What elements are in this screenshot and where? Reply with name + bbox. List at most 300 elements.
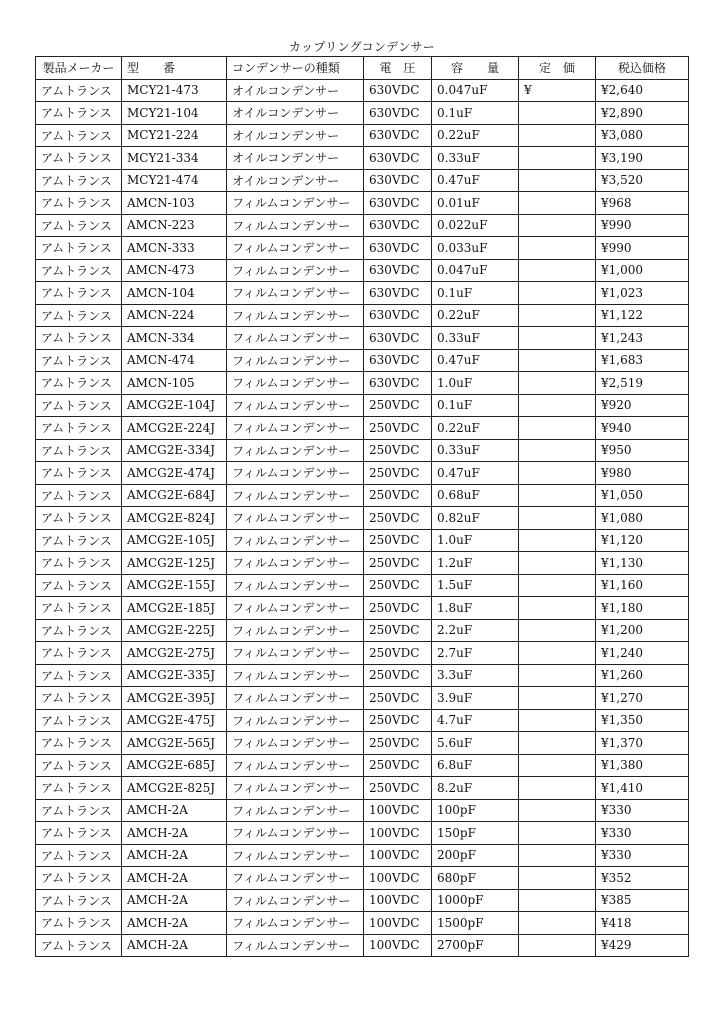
cell-price: ¥330 — [596, 844, 689, 867]
cell-type: オイルコンデンサー — [227, 124, 364, 147]
table-row — [36, 102, 689, 125]
cell-capacitance: 0.047uF — [432, 79, 519, 102]
table-row — [36, 214, 689, 237]
cell-voltage: 630VDC — [364, 304, 432, 327]
cell-model: AMCN-334 — [122, 327, 227, 350]
cell-model: AMCH-2A — [122, 799, 227, 822]
cell-type: フィルムコンデンサー — [227, 462, 364, 485]
cell-price: ¥1,023 — [596, 282, 689, 305]
cell-model: AMCG2E-104J — [122, 394, 227, 417]
cell-type: オイルコンデンサー — [227, 79, 364, 102]
cell-price: ¥1,120 — [596, 529, 689, 552]
cell-voltage: 250VDC — [364, 552, 432, 575]
cell-type: フィルムコンデンサー — [227, 754, 364, 777]
cell-price: ¥1,160 — [596, 574, 689, 597]
cell-list-price — [519, 214, 596, 237]
cell-maker: アムトランス — [36, 597, 122, 620]
cell-type: フィルムコンデンサー — [227, 619, 364, 642]
cell-type: オイルコンデンサー — [227, 169, 364, 192]
cell-model: AMCG2E-685J — [122, 754, 227, 777]
table-row — [36, 237, 689, 260]
cell-model: AMCG2E-825J — [122, 777, 227, 800]
cell-price: ¥2,519 — [596, 372, 689, 395]
cell-maker: アムトランス — [36, 619, 122, 642]
table-row — [36, 552, 689, 575]
cell-list-price — [519, 934, 596, 957]
cell-type: フィルムコンデンサー — [227, 664, 364, 687]
cell-model: AMCG2E-565J — [122, 732, 227, 755]
cell-list-price — [519, 664, 596, 687]
cell-price: ¥1,050 — [596, 484, 689, 507]
cell-maker: アムトランス — [36, 214, 122, 237]
cell-voltage: 100VDC — [364, 867, 432, 890]
cell-voltage: 250VDC — [364, 507, 432, 530]
cell-price: ¥1,380 — [596, 754, 689, 777]
cell-model: AMCH-2A — [122, 889, 227, 912]
cell-price: ¥385 — [596, 889, 689, 912]
cell-maker: アムトランス — [36, 282, 122, 305]
cell-type: フィルムコンデンサー — [227, 507, 364, 530]
table-row — [36, 934, 689, 957]
cell-voltage: 630VDC — [364, 282, 432, 305]
cell-capacitance: 1.8uF — [432, 597, 519, 620]
table-row — [36, 867, 689, 890]
cell-type: フィルムコンデンサー — [227, 439, 364, 462]
cell-type: フィルムコンデンサー — [227, 642, 364, 665]
cell-maker: アムトランス — [36, 124, 122, 147]
cell-voltage: 250VDC — [364, 484, 432, 507]
cell-type: フィルムコンデンサー — [227, 934, 364, 957]
cell-price: ¥1,683 — [596, 349, 689, 372]
cell-model: AMCH-2A — [122, 844, 227, 867]
cell-maker: アムトランス — [36, 79, 122, 102]
table-row — [36, 394, 689, 417]
cell-voltage: 630VDC — [364, 169, 432, 192]
cell-price: ¥330 — [596, 799, 689, 822]
cell-price: ¥920 — [596, 394, 689, 417]
cell-model: AMCG2E-105J — [122, 529, 227, 552]
cell-voltage: 250VDC — [364, 619, 432, 642]
cell-maker: アムトランス — [36, 642, 122, 665]
cell-price: ¥1,350 — [596, 709, 689, 732]
table-row — [36, 484, 689, 507]
cell-type: フィルムコンデンサー — [227, 732, 364, 755]
cell-list-price — [519, 102, 596, 125]
cell-price: ¥1,080 — [596, 507, 689, 530]
cell-maker: アムトランス — [36, 844, 122, 867]
cell-list-price — [519, 709, 596, 732]
cell-list-price — [519, 462, 596, 485]
cell-voltage: 100VDC — [364, 822, 432, 845]
cell-list-price — [519, 529, 596, 552]
cell-type: フィルムコンデンサー — [227, 912, 364, 935]
table-row — [36, 912, 689, 935]
table-row — [36, 597, 689, 620]
cell-price: ¥1,243 — [596, 327, 689, 350]
cell-list-price — [519, 237, 596, 260]
cell-capacitance: 6.8uF — [432, 754, 519, 777]
cell-list-price — [519, 304, 596, 327]
cell-voltage: 630VDC — [364, 102, 432, 125]
cell-maker: アムトランス — [36, 574, 122, 597]
cell-capacitance: 0.33uF — [432, 147, 519, 170]
cell-list-price — [519, 484, 596, 507]
cell-price: ¥990 — [596, 237, 689, 260]
cell-voltage: 250VDC — [364, 597, 432, 620]
cell-voltage: 250VDC — [364, 709, 432, 732]
table-row — [36, 327, 689, 350]
cell-list-price — [519, 822, 596, 845]
cell-voltage: 250VDC — [364, 394, 432, 417]
cell-capacitance: 0.1uF — [432, 282, 519, 305]
cell-price: ¥1,370 — [596, 732, 689, 755]
cell-type: フィルムコンデンサー — [227, 867, 364, 890]
cell-price: ¥1,260 — [596, 664, 689, 687]
cell-maker: アムトランス — [36, 439, 122, 462]
cell-maker: アムトランス — [36, 664, 122, 687]
cell-model: AMCH-2A — [122, 934, 227, 957]
cell-type: フィルムコンデンサー — [227, 597, 364, 620]
cell-model: AMCN-473 — [122, 259, 227, 282]
cell-list-price — [519, 912, 596, 935]
table-row — [36, 822, 689, 845]
cell-list-price — [519, 327, 596, 350]
cell-price: ¥429 — [596, 934, 689, 957]
cell-voltage: 630VDC — [364, 327, 432, 350]
cell-capacitance: 150pF — [432, 822, 519, 845]
cell-voltage: 250VDC — [364, 574, 432, 597]
cell-list-price — [519, 349, 596, 372]
cell-model: AMCG2E-275J — [122, 642, 227, 665]
cell-list-price — [519, 147, 596, 170]
cell-price: ¥1,200 — [596, 619, 689, 642]
cell-voltage: 250VDC — [364, 642, 432, 665]
cell-type: フィルムコンデンサー — [227, 484, 364, 507]
cell-capacitance: 0.22uF — [432, 304, 519, 327]
cell-model: AMCN-105 — [122, 372, 227, 395]
cell-capacitance: 0.1uF — [432, 102, 519, 125]
cell-price: ¥980 — [596, 462, 689, 485]
cell-type: フィルムコンデンサー — [227, 394, 364, 417]
cell-model: AMCG2E-224J — [122, 417, 227, 440]
cell-model: AMCG2E-824J — [122, 507, 227, 530]
cell-voltage: 630VDC — [364, 124, 432, 147]
cell-capacitance: 1500pF — [432, 912, 519, 935]
cell-price: ¥1,000 — [596, 259, 689, 282]
cell-list-price — [519, 507, 596, 530]
table-row — [36, 439, 689, 462]
cell-type: フィルムコンデンサー — [227, 799, 364, 822]
cell-type: フィルムコンデンサー — [227, 687, 364, 710]
cell-model: AMCG2E-334J — [122, 439, 227, 462]
cell-capacitance: 0.1uF — [432, 394, 519, 417]
header-maker: 製品メーカー — [36, 57, 122, 80]
cell-price: ¥1,122 — [596, 304, 689, 327]
cell-price: ¥2,890 — [596, 102, 689, 125]
cell-voltage: 250VDC — [364, 732, 432, 755]
cell-capacitance: 4.7uF — [432, 709, 519, 732]
table-row — [36, 462, 689, 485]
cell-capacitance: 1.5uF — [432, 574, 519, 597]
table-row — [36, 664, 689, 687]
cell-maker: アムトランス — [36, 732, 122, 755]
cell-voltage: 250VDC — [364, 529, 432, 552]
header-capacitance: 容 量 — [432, 57, 519, 80]
cell-model: AMCN-104 — [122, 282, 227, 305]
cell-maker: アムトランス — [36, 822, 122, 845]
cell-voltage: 250VDC — [364, 439, 432, 462]
cell-list-price — [519, 867, 596, 890]
cell-maker: アムトランス — [36, 372, 122, 395]
cell-price: ¥990 — [596, 214, 689, 237]
cell-maker: アムトランス — [36, 484, 122, 507]
cell-maker: アムトランス — [36, 462, 122, 485]
cell-maker: アムトランス — [36, 102, 122, 125]
cell-price: ¥1,410 — [596, 777, 689, 800]
cell-list-price — [519, 619, 596, 642]
cell-capacitance: 0.47uF — [432, 169, 519, 192]
cell-type: フィルムコンデンサー — [227, 304, 364, 327]
cell-type: フィルムコンデンサー — [227, 777, 364, 800]
cell-list-price — [519, 439, 596, 462]
table-row — [36, 79, 689, 102]
cell-capacitance: 0.22uF — [432, 124, 519, 147]
cell-type: フィルムコンデンサー — [227, 282, 364, 305]
table-row — [36, 709, 689, 732]
header-price-tax: 税込価格 — [596, 57, 689, 80]
cell-capacitance: 2.7uF — [432, 642, 519, 665]
cell-capacitance: 2.2uF — [432, 619, 519, 642]
cell-capacitance: 2700pF — [432, 934, 519, 957]
cell-capacitance: 100pF — [432, 799, 519, 822]
cell-model: AMCG2E-155J — [122, 574, 227, 597]
cell-list-price — [519, 192, 596, 215]
cell-maker: アムトランス — [36, 799, 122, 822]
table-row — [36, 687, 689, 710]
table-row — [36, 844, 689, 867]
table-row — [36, 124, 689, 147]
cell-voltage: 630VDC — [364, 372, 432, 395]
cell-capacitance: 1.0uF — [432, 529, 519, 552]
cell-voltage: 250VDC — [364, 664, 432, 687]
cell-list-price — [519, 844, 596, 867]
table-row — [36, 282, 689, 305]
cell-model: AMCG2E-185J — [122, 597, 227, 620]
cell-list-price — [519, 754, 596, 777]
cell-model: MCY21-104 — [122, 102, 227, 125]
cell-type: フィルムコンデンサー — [227, 709, 364, 732]
cell-maker: アムトランス — [36, 867, 122, 890]
table-row — [36, 304, 689, 327]
cell-model: AMCG2E-684J — [122, 484, 227, 507]
cell-capacitance: 0.47uF — [432, 462, 519, 485]
cell-model: MCY21-334 — [122, 147, 227, 170]
cell-model: AMCG2E-395J — [122, 687, 227, 710]
cell-list-price — [519, 394, 596, 417]
cell-list-price — [519, 417, 596, 440]
cell-model: AMCG2E-475J — [122, 709, 227, 732]
cell-voltage: 630VDC — [364, 259, 432, 282]
cell-capacitance: 0.33uF — [432, 327, 519, 350]
cell-maker: アムトランス — [36, 192, 122, 215]
cell-capacitance: 1.0uF — [432, 372, 519, 395]
cell-capacitance: 8.2uF — [432, 777, 519, 800]
cell-model: MCY21-224 — [122, 124, 227, 147]
table-header-row — [36, 57, 689, 80]
cell-list-price — [519, 732, 596, 755]
cell-model: AMCG2E-335J — [122, 664, 227, 687]
cell-maker: アムトランス — [36, 237, 122, 260]
cell-list-price — [519, 259, 596, 282]
cell-price: ¥3,190 — [596, 147, 689, 170]
table-row — [36, 417, 689, 440]
cell-capacitance: 0.22uF — [432, 417, 519, 440]
cell-list-price — [519, 552, 596, 575]
header-list-price: 定 価 — [519, 57, 596, 80]
cell-maker: アムトランス — [36, 777, 122, 800]
cell-price: ¥1,130 — [596, 552, 689, 575]
cell-list-price — [519, 799, 596, 822]
cell-maker: アムトランス — [36, 934, 122, 957]
cell-model: AMCN-224 — [122, 304, 227, 327]
cell-price: ¥330 — [596, 822, 689, 845]
cell-type: フィルムコンデンサー — [227, 552, 364, 575]
cell-capacitance: 1000pF — [432, 889, 519, 912]
cell-price: ¥352 — [596, 867, 689, 890]
cell-capacitance: 5.6uF — [432, 732, 519, 755]
cell-type: フィルムコンデンサー — [227, 327, 364, 350]
cell-voltage: 250VDC — [364, 417, 432, 440]
cell-maker: アムトランス — [36, 394, 122, 417]
cell-capacitance: 3.9uF — [432, 687, 519, 710]
cell-voltage: 100VDC — [364, 889, 432, 912]
table-row — [36, 529, 689, 552]
cell-capacitance: 200pF — [432, 844, 519, 867]
cell-type: フィルムコンデンサー — [227, 192, 364, 215]
cell-list-price — [519, 282, 596, 305]
cell-list-price — [519, 777, 596, 800]
cell-maker: アムトランス — [36, 709, 122, 732]
table-row — [36, 754, 689, 777]
cell-voltage: 250VDC — [364, 687, 432, 710]
cell-voltage: 630VDC — [364, 237, 432, 260]
cell-capacitance: 0.047uF — [432, 259, 519, 282]
cell-model: MCY21-474 — [122, 169, 227, 192]
cell-type: フィルムコンデンサー — [227, 822, 364, 845]
cell-model: AMCH-2A — [122, 822, 227, 845]
table-row — [36, 349, 689, 372]
cell-type: フィルムコンデンサー — [227, 844, 364, 867]
cell-model: AMCN-474 — [122, 349, 227, 372]
cell-type: フィルムコンデンサー — [227, 574, 364, 597]
cell-type: フィルムコンデンサー — [227, 889, 364, 912]
cell-model: AMCG2E-225J — [122, 619, 227, 642]
table-row — [36, 777, 689, 800]
price-table — [35, 56, 689, 957]
table-row — [36, 732, 689, 755]
cell-capacitance: 0.022uF — [432, 214, 519, 237]
header-model: 型 番 — [122, 57, 227, 80]
cell-capacitance: 680pF — [432, 867, 519, 890]
cell-maker: アムトランス — [36, 889, 122, 912]
cell-maker: アムトランス — [36, 754, 122, 777]
cell-maker: アムトランス — [36, 417, 122, 440]
table-row — [36, 574, 689, 597]
cell-capacitance: 0.033uF — [432, 237, 519, 260]
cell-model: AMCG2E-474J — [122, 462, 227, 485]
cell-type: フィルムコンデンサー — [227, 349, 364, 372]
cell-voltage: 250VDC — [364, 462, 432, 485]
table-row — [36, 169, 689, 192]
cell-maker: アムトランス — [36, 169, 122, 192]
cell-maker: アムトランス — [36, 529, 122, 552]
cell-list-price — [519, 169, 596, 192]
cell-price: ¥1,180 — [596, 597, 689, 620]
cell-type: オイルコンデンサー — [227, 102, 364, 125]
cell-list-price — [519, 687, 596, 710]
cell-maker: アムトランス — [36, 259, 122, 282]
cell-price: ¥950 — [596, 439, 689, 462]
cell-voltage: 630VDC — [364, 79, 432, 102]
cell-list-price — [519, 642, 596, 665]
cell-model: AMCG2E-125J — [122, 552, 227, 575]
cell-maker: アムトランス — [36, 147, 122, 170]
cell-list-price — [519, 574, 596, 597]
table-row — [36, 642, 689, 665]
cell-model: AMCH-2A — [122, 867, 227, 890]
cell-maker: アムトランス — [36, 507, 122, 530]
cell-maker: アムトランス — [36, 349, 122, 372]
cell-voltage: 630VDC — [364, 214, 432, 237]
page-title: カップリングコンデンサー — [288, 40, 436, 54]
cell-capacitance: 0.82uF — [432, 507, 519, 530]
table-row — [36, 889, 689, 912]
cell-voltage: 630VDC — [364, 147, 432, 170]
cell-capacitance: 1.2uF — [432, 552, 519, 575]
cell-type: フィルムコンデンサー — [227, 214, 364, 237]
cell-voltage: 630VDC — [364, 192, 432, 215]
header-voltage: 電 圧 — [364, 57, 432, 80]
table-row — [36, 259, 689, 282]
cell-maker: アムトランス — [36, 687, 122, 710]
cell-model: AMCH-2A — [122, 912, 227, 935]
table-row — [36, 619, 689, 642]
cell-maker: アムトランス — [36, 327, 122, 350]
cell-voltage: 100VDC — [364, 799, 432, 822]
cell-type: フィルムコンデンサー — [227, 529, 364, 552]
cell-voltage: 100VDC — [364, 912, 432, 935]
cell-price: ¥418 — [596, 912, 689, 935]
cell-price: ¥1,270 — [596, 687, 689, 710]
cell-capacitance: 0.47uF — [432, 349, 519, 372]
cell-voltage: 630VDC — [364, 349, 432, 372]
cell-list-price — [519, 124, 596, 147]
cell-type: フィルムコンデンサー — [227, 237, 364, 260]
cell-capacitance: 0.01uF — [432, 192, 519, 215]
cell-model: MCY21-473 — [122, 79, 227, 102]
cell-model: AMCN-223 — [122, 214, 227, 237]
table-row — [36, 507, 689, 530]
table-body — [36, 79, 689, 957]
cell-price: ¥968 — [596, 192, 689, 215]
cell-capacitance: 0.33uF — [432, 439, 519, 462]
table-row — [36, 799, 689, 822]
cell-price: ¥1,240 — [596, 642, 689, 665]
cell-list-price: ¥ — [519, 79, 596, 102]
table-row — [36, 147, 689, 170]
cell-type: オイルコンデンサー — [227, 147, 364, 170]
cell-voltage: 100VDC — [364, 934, 432, 957]
